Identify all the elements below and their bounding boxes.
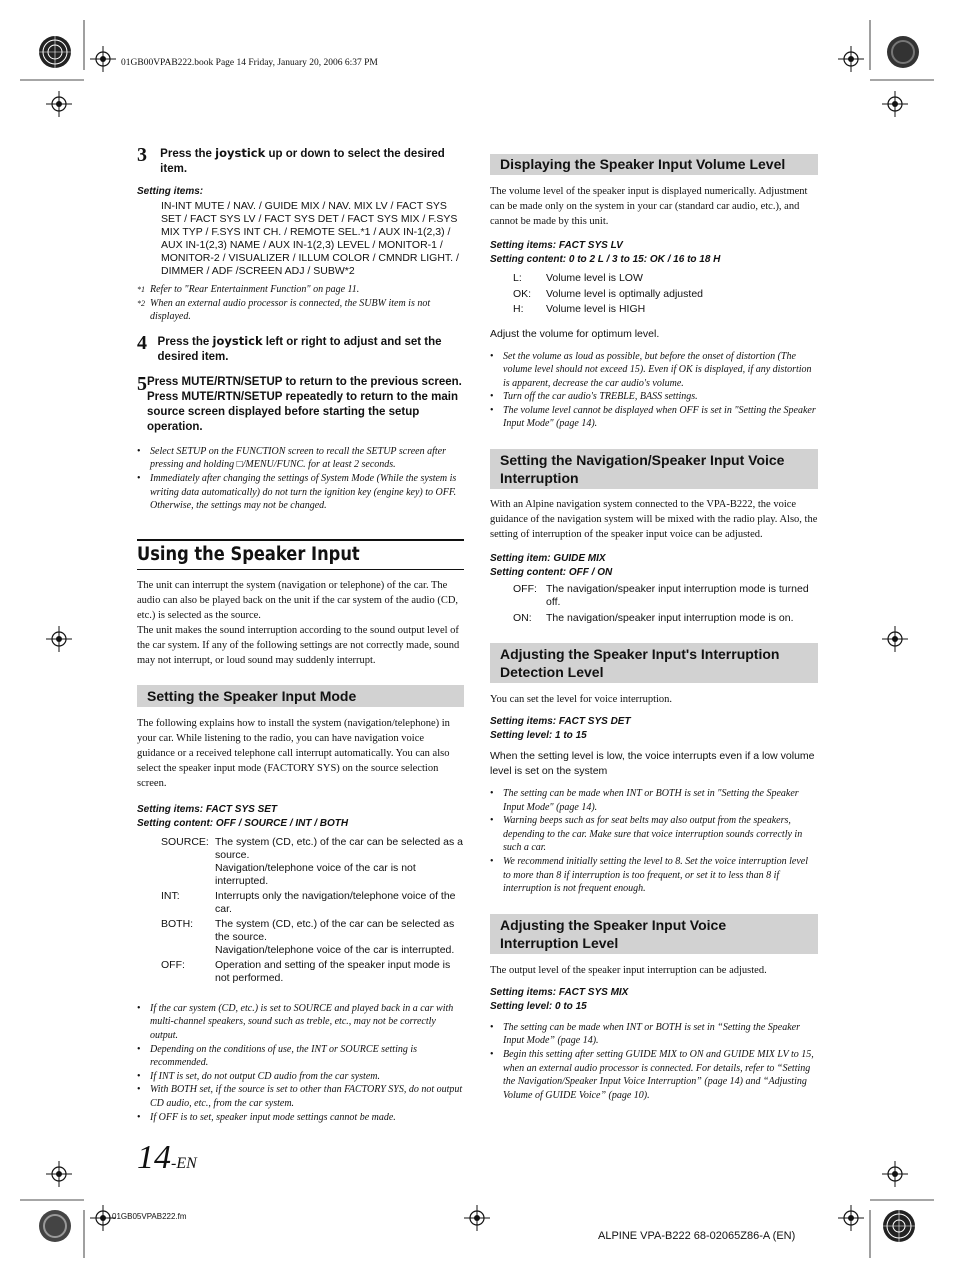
note-item: • With BOTH set, if the source is set to other than FACTORY SYS, do not output CD audio, etc., from the car system.: [137, 1083, 464, 1110]
note-item: • The setting can be made when INT or BOTH is set in "Setting the Speaker Input Mode" (page 14).: [490, 787, 818, 814]
note-item: • Depending on the conditions of use, the INT or SOURCE setting is recommended.: [137, 1043, 464, 1070]
step-number: 3: [137, 144, 147, 166]
mode-intro: The following explains how to install the system (navigation/telephone) in your car. While listening to the radio, you can have navigation voice guidance or a received telephone call interrupt automatically. You can also select the speaker input mode (FACTORY SYS) on the source selection screen.: [137, 717, 450, 789]
subsection-heading: Setting the Speaker Input Mode: [137, 685, 464, 707]
footer-model: ALPINE VPA-B222 68-02065Z86-A (EN): [598, 1230, 796, 1242]
mix-intro: The output level of the speaker input interruption can be adjusted.: [490, 964, 767, 976]
setting-items-label: Setting items:: [137, 186, 204, 197]
vol-adjust: Adjust the volume for optimum level.: [490, 327, 660, 340]
footnote-2: *2 When an external audio processor is connected, the SUBW item is not displayed.: [137, 297, 431, 323]
note-item: • Immediately after changing the settings of System Mode (While the system is writing data automatically) do not turn the ignition key (engine key) to OFF. Otherwise, the settings may not be changed.: [137, 472, 464, 513]
mode-setting-items: Setting items: FACT SYS SET: [137, 803, 278, 815]
nav-option: ON: The navigation/speaker input interruption mode is on.: [513, 612, 794, 625]
section-rule-bottom: [137, 569, 464, 570]
subsection-heading: Setting the Navigation/Speaker Input Voice Interruption: [490, 449, 818, 489]
subsection-heading: Adjusting the Speaker Input's Interruption Detection Level: [490, 643, 818, 683]
color-wheel-icon: [883, 1210, 915, 1242]
mix-setting-items: Setting items: FACT SYS MIX: [490, 986, 629, 998]
note-item: • We recommend initially setting the level to 8. Set the voice interruption level to more than 8 if interruption is too frequent, or set it to less than 8 if interruption is not frequent enough.: [490, 855, 818, 896]
registration-mark-icon: [882, 1161, 908, 1187]
setup-notes: [137, 445, 464, 513]
vol-option: OK: Volume level is optimally adjusted: [513, 287, 703, 300]
section-rule-top: [137, 539, 464, 541]
registration-mark-icon: [46, 626, 72, 652]
note-item: • Set the volume as loud as possible, but before the onset of distortion (The volume level should not exceed 15). Even if OK is displayed, if any distortion is apparent, decrease the car audio's volume.: [490, 350, 818, 391]
registration-mark-icon: [838, 1205, 864, 1231]
left-column: [137, 144, 464, 1124]
subsection-heading: Adjusting the Speaker Input Voice Interruption Level: [490, 914, 818, 954]
registration-mark-icon: [90, 46, 116, 72]
registration-mark-icon: [882, 91, 908, 117]
setting-items-list: IN-INT MUTE / NAV. / GUIDE MIX / NAV. MIX LV / FACT SYS SET / FACT SYS LV / FACT SYS DET / FACT SYS MIX / F.SYS MIX TYP / F.SYS INT CH. / REMOTE SEL.*1 / AUX IN-1(2,3) / AUX IN-1(2,3) NAME / AUX IN-1(2,3) LEVEL / MONITOR-1 / MONITOR-2 / VISUALIZER / ILLUM COLOR / CMNDR LIGHT. / DIMMER / ADF /SCREEN ADJ / SUBW*2: [161, 200, 459, 277]
step-instruction: Press MUTE/RTN/SETUP to return to the previous screen. Press MUTE/RTN/SETUP repeatedly to return to the main source screen displayed before starting the setup operation.: [147, 375, 462, 433]
note-item: • The volume level cannot be displayed when OFF is set in "Setting the Speaker Input Mode" (page 14).: [490, 404, 818, 431]
footer-file: 01GB05VPAB222.fm: [112, 1212, 187, 1221]
mode-options-list: [137, 836, 464, 985]
registration-mark-icon: [46, 91, 72, 117]
footnote-1: *1 Refer to "Rear Entertainment Function" on page 11.: [137, 284, 360, 295]
vol-setting-content: Setting content: 0 to 2 L / 3 to 15: OK / 16 to 18 H: [490, 254, 721, 265]
det-intro: You can set the level for voice interruption.: [490, 694, 673, 706]
step-3: [137, 144, 464, 177]
vol-intro: The volume level of the speaker input is displayed numerically. Adjustment can be made only on the system in your car (standard car audio, etc.), and cannot be made by this unit.: [490, 186, 808, 227]
step-4: [137, 332, 464, 365]
nav-setting-content: Setting content: OFF / ON: [490, 567, 613, 579]
color-wheel-icon: [39, 36, 71, 68]
registration-mark-icon: [838, 46, 864, 72]
step-5: [137, 373, 464, 435]
note-item: • If INT is set, do not output CD audio from the car system.: [137, 1070, 464, 1084]
vol-option: H: Volume level is HIGH: [513, 303, 646, 315]
vol-setting-items: Setting items: FACT SYS LV: [490, 240, 623, 251]
step-number: 4: [137, 331, 147, 354]
page-number: 14-EN: [137, 1139, 197, 1176]
vol-options-list: [490, 271, 818, 318]
note-item: • Turn off the car audio's TREBLE, BASS settings.: [490, 390, 818, 404]
note-item: • If OFF is to set, speaker input mode settings cannot be made.: [137, 1111, 464, 1125]
color-wheel-icon: [39, 1210, 71, 1242]
step-instruction: Press the joystick left or right to adjust and set the desired item.: [157, 333, 442, 363]
registration-mark-icon: [464, 1205, 490, 1231]
note-item: • Begin this setting after setting GUIDE MIX to ON and GUIDE MIX LV to 15, when an external audio processor is connected. For details, refer to “Setting the Navigation/Speaker Input Voice Interruption” (page 14) and “Adjusting Volume of GUIDE Voice” (page 10).: [490, 1048, 818, 1102]
color-wheel-icon: [887, 36, 919, 68]
nav-setting-item: Setting item: GUIDE MIX: [490, 553, 606, 565]
note-item: • The setting can be made when INT or BOTH is set in “Setting the Speaker Input Mode” (page 14).: [490, 1021, 818, 1048]
mix-setting-level: Setting level: 0 to 15: [490, 1000, 587, 1012]
registration-mark-icon: [882, 626, 908, 652]
note-item: • Select SETUP on the FUNCTION screen to recall the SETUP screen after pressing and holding □/MENU/FUNC. for at least 2 seconds.: [137, 445, 464, 472]
det-text: When the setting level is low, the voice interrupts even if a low volume level is set on the system: [490, 750, 815, 778]
mode-option: OFF: Operation and setting of the speaker input mode is not performed.: [161, 958, 451, 984]
nav-intro: With an Alpine navigation system connected to the VPA-B222, the voice guidance of the navigation system will be mixed with the radio play. Also, the setting of interruption of the speaker input voice can be adjusted.: [490, 499, 818, 541]
vol-notes: [490, 350, 818, 432]
mode-setting-content: Setting content: OFF / SOURCE / INT / BOTH: [137, 817, 349, 829]
step-instruction: Press the joystick up or down to select the desired item.: [160, 146, 445, 175]
joystick-label: joystick: [215, 146, 266, 160]
mix-notes: [490, 1021, 818, 1103]
mode-option: SOURCE: The system (CD, etc.) of the car can be selected as a source. Navigation/telephone voice of the car is not interrupted.: [161, 835, 464, 887]
note-item: • Warning beeps such as for seat belts may also output from the speakers, depending to the car. Make sure that voice interruption sounds correctly in such a car.: [490, 814, 818, 855]
note-item: • If the car system (CD, etc.) is set to SOURCE and played back in a car with multi-channel speakers, sound such as treble, etc., may not be correctly output.: [137, 1002, 464, 1043]
mode-option: INT: Interrupts only the navigation/telephone voice of the car.: [161, 889, 456, 915]
step-number: 5: [137, 372, 147, 395]
vol-option: L: Volume level is LOW: [513, 272, 643, 284]
det-setting-level: Setting level: 1 to 15: [490, 730, 587, 742]
section-title: Using the Speaker Input: [137, 543, 360, 565]
right-column: [490, 154, 818, 1102]
mode-option: BOTH: The system (CD, etc.) of the car can be selected as the source. Navigation/telephone voice of the car is interrupted.: [161, 917, 455, 956]
registration-mark-icon: [46, 1161, 72, 1187]
det-setting-items: Setting items: FACT SYS DET: [490, 716, 631, 728]
det-notes: [490, 787, 818, 896]
nav-option: OFF: The navigation/speaker input interruption mode is turned off.: [513, 583, 809, 609]
nav-options-list: [490, 583, 818, 625]
mode-notes: [137, 1002, 464, 1124]
section-intro: The unit can interrupt the system (navigation or telephone) of the car. The audio can also be played back on the unit if the car system of the audio (CD, etc.) is selected as the source. The unit makes the sound interruption according to the sound output level of the car system. If any of the following settings are not correctly made, sound may not interrupt, or loud sound may suddenly interrupt.: [137, 579, 460, 666]
subsection-heading: Displaying the Speaker Input Volume Level: [490, 154, 818, 175]
joystick-label: joystick: [212, 333, 263, 348]
book-meta-header: 01GB00VPAB222.book Page 14 Friday, January 20, 2006 6:37 PM: [121, 58, 378, 68]
